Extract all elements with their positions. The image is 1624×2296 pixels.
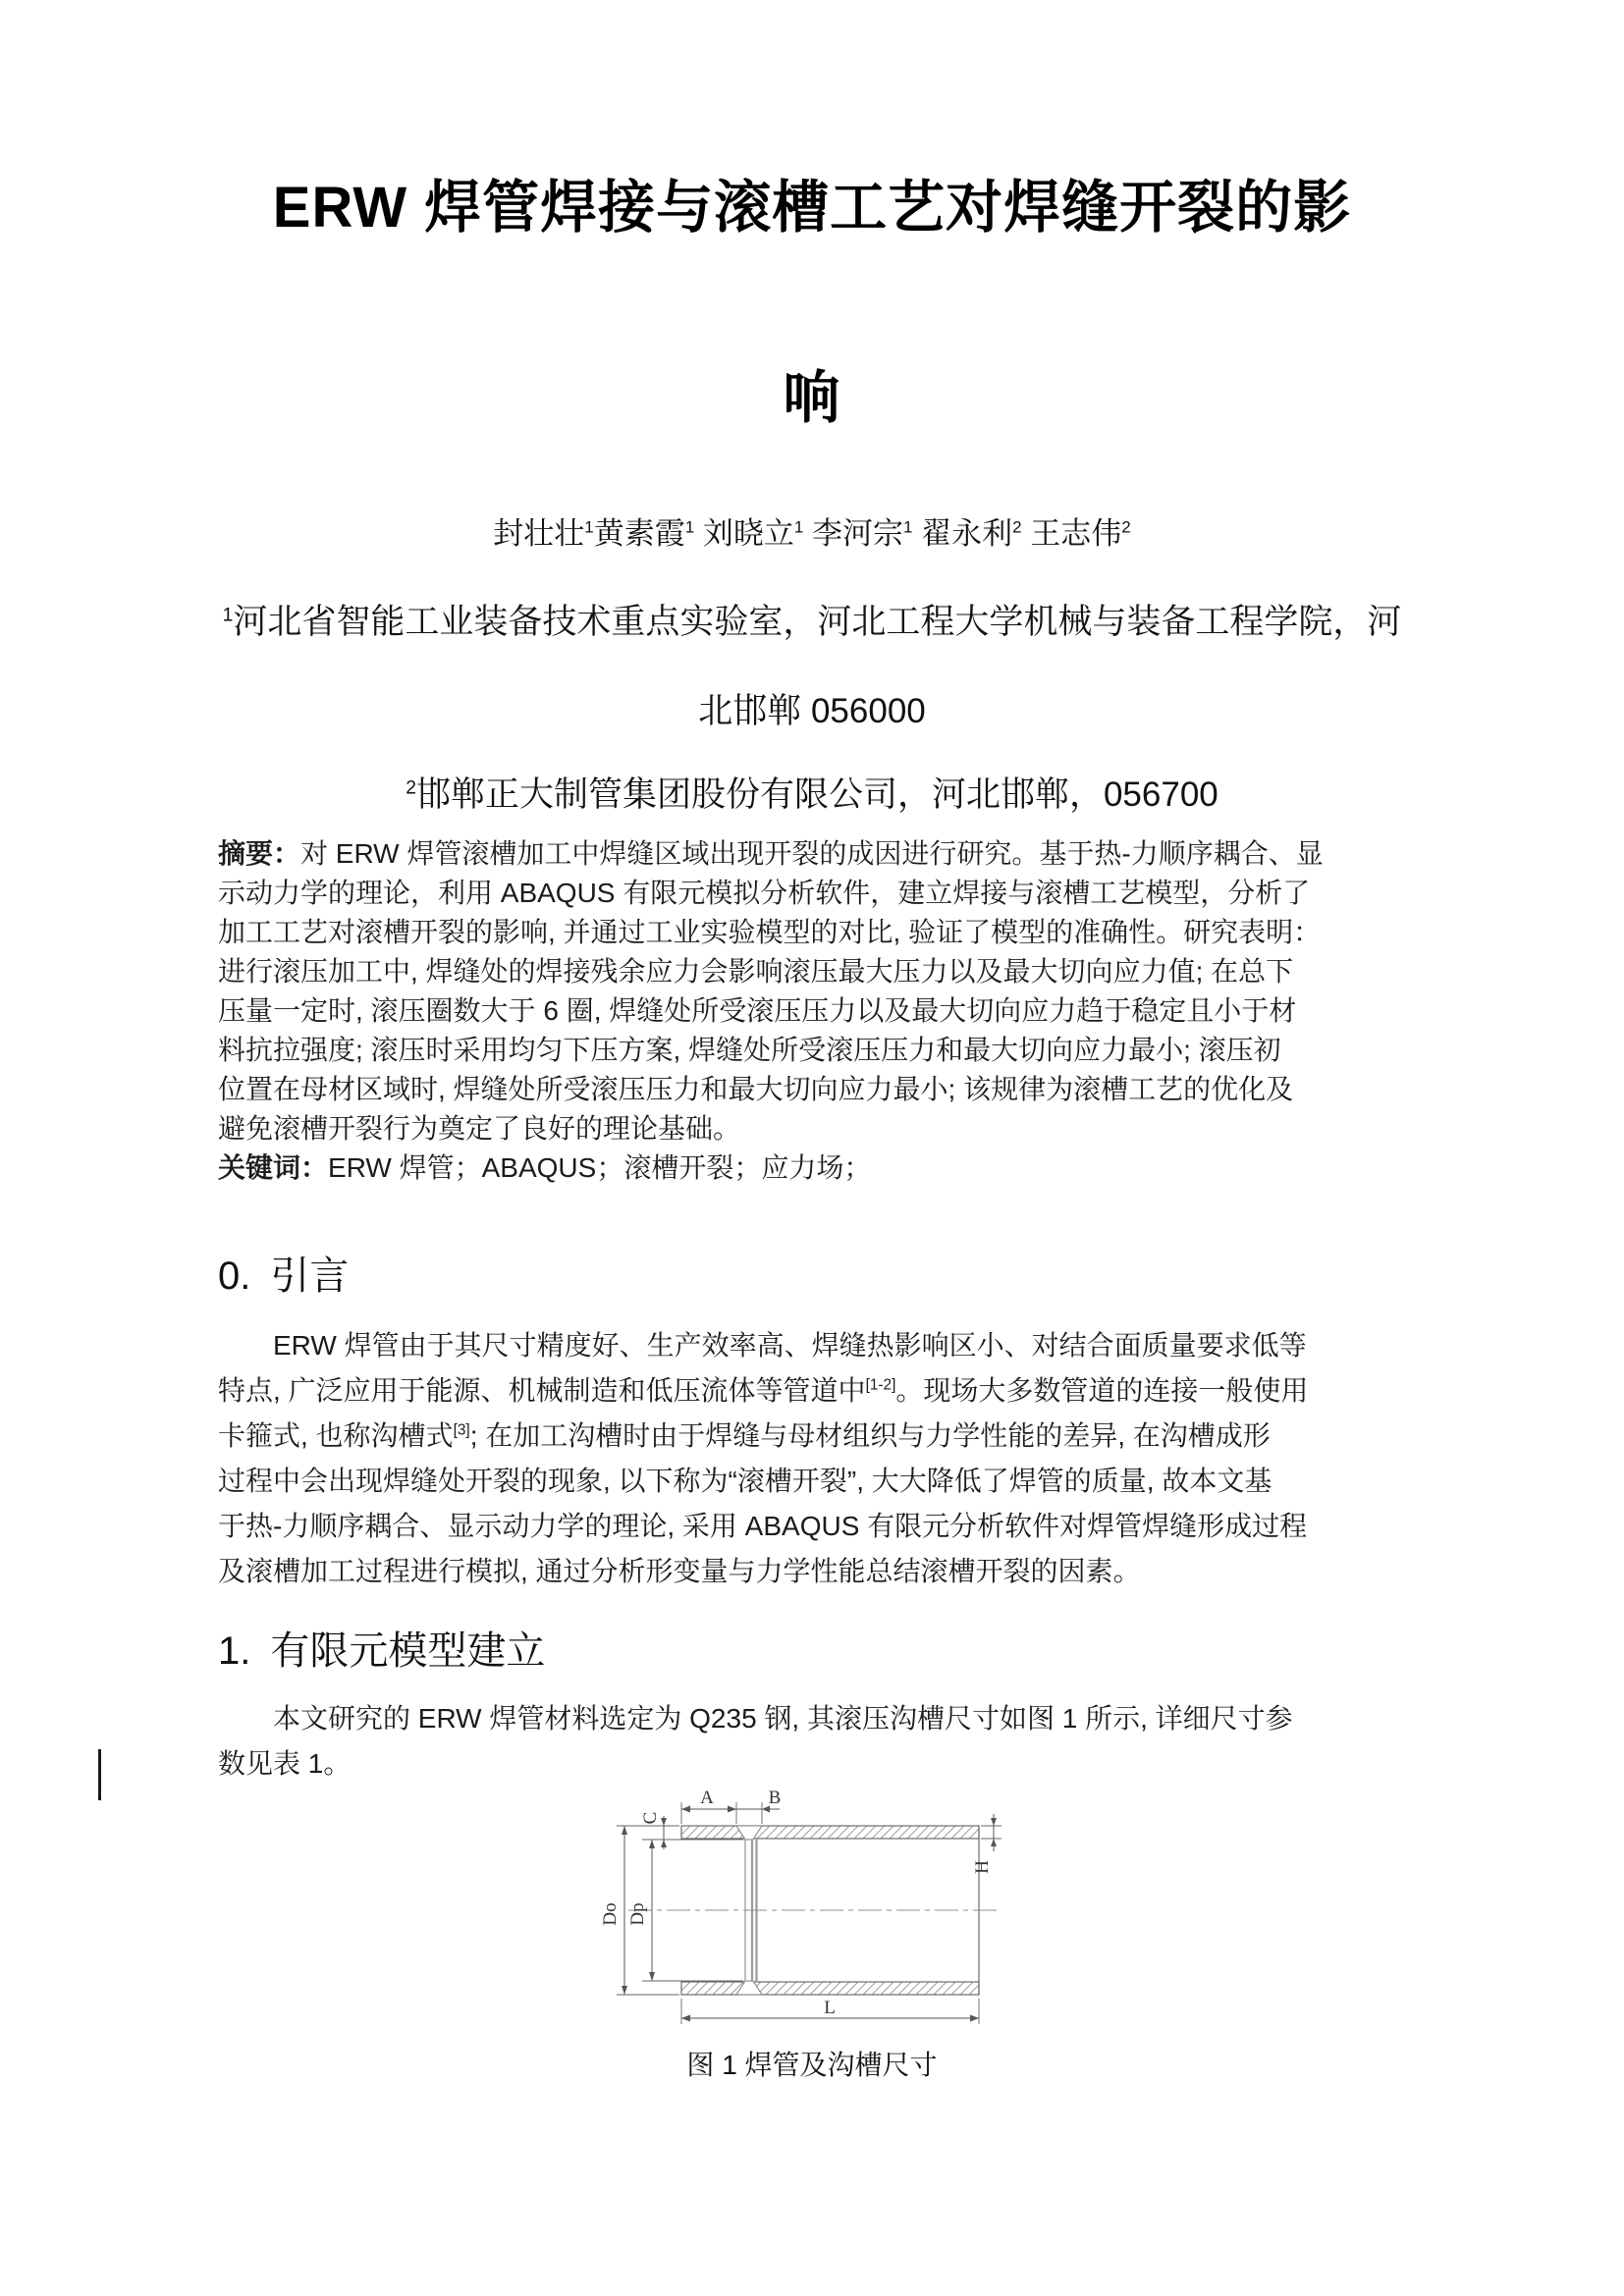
pipe-drawing-svg xyxy=(571,1789,1003,2036)
dim-label-C: C xyxy=(640,1811,661,1825)
paragraph-line: ERW 焊管由于其尺寸精度好、生产效率高、焊缝热影响区小、对结合面质量要求低等 xyxy=(273,1330,1307,1361)
affiliation-1-line-2: 北邯郸 056000 xyxy=(698,692,926,730)
revision-change-bar xyxy=(98,1749,101,1800)
section-number: 1. xyxy=(218,1629,251,1673)
paragraph-line: 卡箍式, 也称沟槽式[3]; 在加工沟槽时由于焊缝与母材组织与力学性能的差异, 在沟槽成形 xyxy=(218,1420,1271,1451)
dim-label-Dp: Dp xyxy=(627,1902,648,1926)
dim-label-H: H xyxy=(972,1860,993,1874)
abstract-line: 加工工艺对滚槽开裂的影响, 并通过工业实验模型的对比, 验证了模型的准确性。研究表明： xyxy=(218,917,1322,947)
paragraph-line: 于热-力顺序耦合、显示动力学的理论, 采用 ABAQUS 有限元分析软件对焊管焊缝形成过程 xyxy=(218,1511,1308,1541)
section-number: 0. xyxy=(218,1255,251,1298)
dim-label-B: B xyxy=(768,1789,782,1808)
abstract-line: 位置在母材区域时, 焊缝处所受滚压压力和最大切向应力最小; 该规律为滚槽工艺的优化及 xyxy=(218,1074,1294,1104)
abstract-line: 料抗拉强度; 滚压时采用均匀下压方案, 焊缝处所受滚压压力和最大切向应力最小; 滚压初 xyxy=(218,1035,1281,1065)
paragraph-line: 特点, 广泛应用于能源、机械制造和低压流体等管道中[1-2]。现场大多数管道的连接一般使用 xyxy=(218,1375,1309,1406)
figure-1-pipe-groove-drawing xyxy=(571,1789,1003,2036)
abstract-line: 摘要：对 ERW 焊管滚槽加工中焊缝区域出现开裂的成因进行研究。基于热-力顺序耦合、显 xyxy=(218,838,1324,869)
abstract-line: 示动力学的理论，利用 ABAQUS 有限元模拟分析软件，建立焊接与滚槽工艺模型，分析了 xyxy=(218,878,1311,908)
abstract-line: 避免滚槽开裂行为奠定了良好的理论基础。 xyxy=(218,1113,741,1144)
paper-title-line-2: 响 xyxy=(783,366,841,430)
section-heading-fe-model xyxy=(218,1620,1388,1676)
abstract-line: 压量一定时, 滚压圈数大于 6 圈, 焊缝处所受滚压压力以及最大切向应力趋于稳定且小于材 xyxy=(218,995,1297,1026)
abstract-line: 进行滚压加工中, 焊缝处的焊接残余应力会影响滚压最大压力以及最大切向应力值; 在总下 xyxy=(218,956,1294,987)
pipe-top-wall-hatch xyxy=(681,1826,979,1839)
dim-label-A: A xyxy=(700,1789,714,1808)
paragraph-line: 过程中会出现焊缝处开裂的现象, 以下称为“滚槽开裂”, 大大降低了焊管的质量, 故本文基 xyxy=(218,1466,1272,1496)
dim-label-Do: Do xyxy=(600,1902,621,1926)
section-title: 有限元模型建立 xyxy=(270,1629,546,1673)
paper-title-line-1: ERW 焊管焊接与滚槽工艺对焊缝开裂的影 xyxy=(272,176,1352,240)
dim-label-L: L xyxy=(824,1998,836,2018)
introduction-paragraph xyxy=(218,1323,1388,1594)
abstract-block xyxy=(218,834,1388,1188)
section-title: 引言 xyxy=(270,1255,350,1298)
fe-model-paragraph xyxy=(218,1696,1388,1787)
groove-notch-bottom xyxy=(736,1981,762,1995)
keywords-line: 关键词：ERW 焊管；ABAQUS；滚槽开裂；应力场； xyxy=(218,1152,872,1183)
figure-1-caption: 图 1 焊管及沟槽尺寸 xyxy=(686,2050,938,2080)
affiliation-2: $^2$邯郸正大制管集团股份有限公司，河北邯郸，056700 xyxy=(406,775,1218,814)
section-heading-introduction xyxy=(218,1245,1388,1301)
paragraph-line: 及滚槽加工过程进行模拟, 通过分析形变量与力学性能总结滚槽开裂的因素。 xyxy=(218,1556,1141,1586)
affiliation-1-line-1: $^1$河北省智能工业装备技术重点实验室，河北工程大学机械与装备工程学院，河 xyxy=(222,603,1402,641)
pipe-bottom-wall-hatch xyxy=(681,1982,979,1995)
author-list: 封壮壮$^1$黄素霞$^1$ 刘晓立$^1$ 李河宗$^1$ 翟永利$^2$ 王志伟$^2$ xyxy=(493,516,1131,551)
paragraph-line: 数见表 1。 xyxy=(218,1748,352,1779)
paragraph-line: 本文研究的 ERW 焊管材料选定为 Q235 钢, 其滚压沟槽尺寸如图 1 所示, 详细尺寸参 xyxy=(273,1703,1293,1734)
